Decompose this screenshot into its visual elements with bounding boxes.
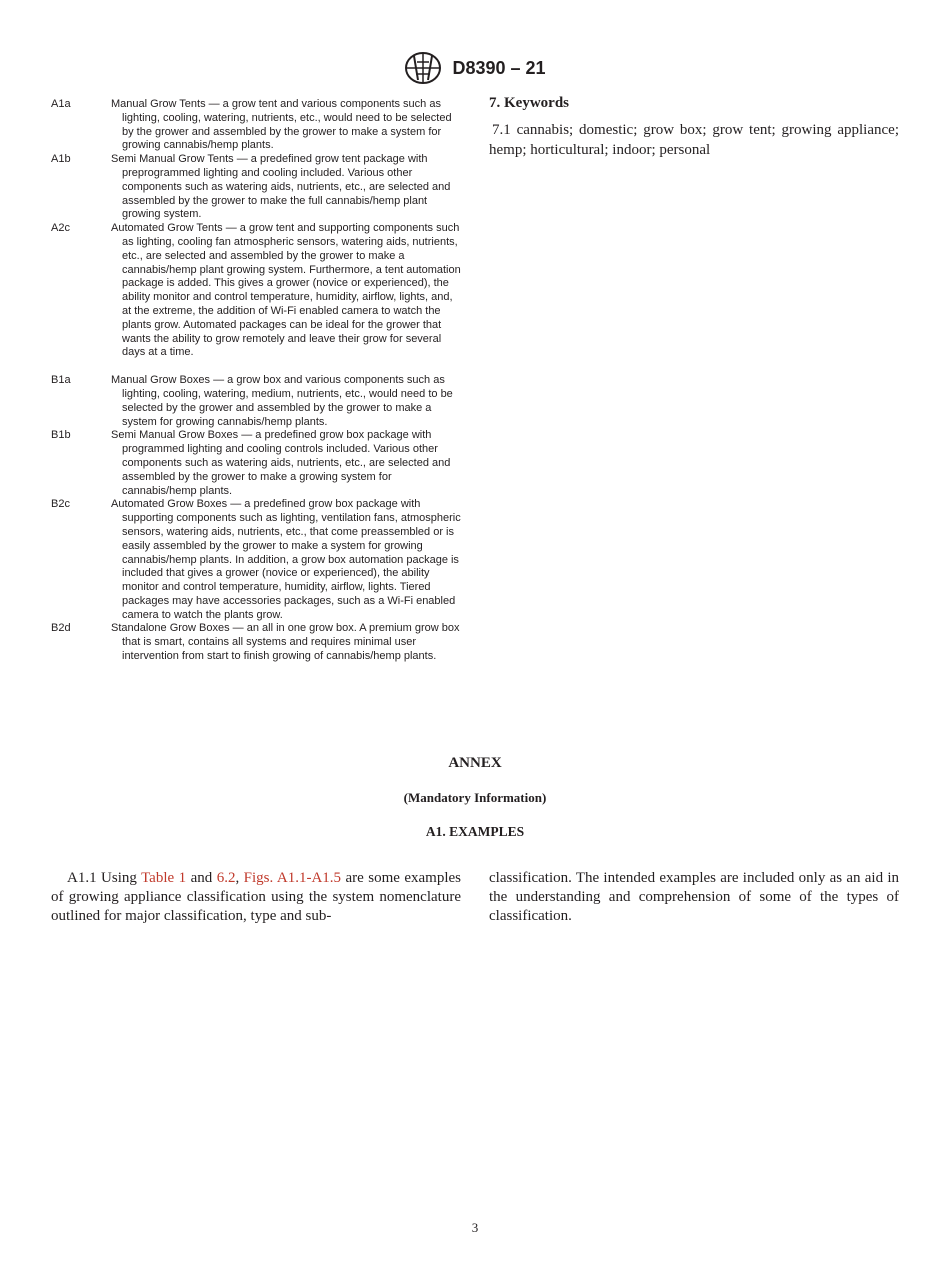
astm-logo-icon [404, 50, 442, 86]
annex-section-heading: A1. EXAMPLES [425, 824, 525, 839]
list-item [51, 98, 463, 153]
page-header [0, 50, 950, 86]
annex-title: ANNEX [448, 755, 502, 771]
list-item-code: A2c [51, 222, 70, 235]
list-item-text: Manual Grow Tents — a grow tent and various components such as lighting, cooling, watering, nutrients, etc., would need to be selected by the grower and assembled by the grower to make a system for growing cannabis/hemp plants. [111, 98, 452, 152]
list-item-code: B1a [51, 374, 71, 387]
keywords-section [489, 94, 899, 160]
list-item-code: A1a [51, 98, 71, 110]
figures-link[interactable]: Figs. A1.1-A1.5 [243, 870, 342, 886]
list-item [51, 153, 463, 222]
page-number: 3 [471, 1220, 479, 1235]
list-item [51, 429, 463, 498]
annex-paragraph-right: classification. The intended examples are included only as an aid in the understanding and comprehension of some of the types of classification. [489, 870, 899, 924]
list-item-code: B1b [51, 429, 71, 442]
paragraph-text: A1.1 Using [67, 870, 142, 886]
list-item-text: Automated Grow Boxes — a predefined grow box package with supporting components such as lighting, ventilation fans, atmospheric sensors, watering aids, nutrients, etc., that come preassembled or is easily assembled by the grower to make a system for growing cannabis/hemp plants. In addition, a grow box automation package is included that gives a grower (novice or experienced), the ability monitor and control temperature, humidity, airflow, lights. Tiered packages may have accessories packages, such as a Wi-Fi enabled camera to watch the plants grow. [111, 498, 461, 621]
keywords-heading: 7. Keywords [489, 95, 569, 111]
list-item [51, 222, 463, 360]
keywords-text: 7.1 cannabis; domestic; grow box; grow tent; growing appliance; hemp; horticultural; indoor; personal [489, 122, 899, 158]
list-item [51, 622, 463, 663]
list-item-text: Semi Manual Grow Tents — a predefined grow tent package with preprogrammed lighting and cooling included. Various other components such as watering aids, nutrients, etc., are selected and assembled by the grower to make the full cannabis/hemp plant growing system. [111, 153, 451, 221]
paragraph-text: , [235, 870, 244, 886]
annex-header [0, 754, 950, 840]
section-6-2-link[interactable]: 6.2 [216, 870, 236, 886]
list-item-code: A1b [51, 153, 71, 166]
list-item [51, 374, 463, 429]
list-item-text: Automated Grow Tents — a grow tent and supporting components such as lighting, cooling fan atmospheric sensors, watering aids, nutrients, etc., are selected and assembled by the grower to make a cannabis/hemp plant growing system. Furthermore, a tent automation package is added. This gives a grower (novice or experienced), the ability monitor and control temperature, humidity, airflow, lights, and, at the extreme, the addition of Wi-Fi enabled camera to watch the plants grow. Automated packages can be ideal for the grower that wants the ability to grow remotely and leave their grow for several days at a time. [111, 222, 461, 359]
list-item-code: B2c [51, 498, 70, 511]
classification-list [51, 98, 463, 664]
table-1-link[interactable]: Table 1 [141, 870, 187, 886]
list-item-code: B2d [51, 622, 71, 635]
document-number: D8390 – 21 [452, 57, 546, 78]
list-item [51, 498, 463, 622]
paragraph-text: and [186, 870, 217, 886]
list-item-text: Semi Manual Grow Boxes — a predefined grow box package with programmed lighting and cooling controls included. Various other components such as watering aids, nutrients, etc., are selected and assembled by the grower to make a growing system for cannabis/hemp plants. [111, 429, 451, 497]
list-item-text: Standalone Grow Boxes — an all in one grow box. A premium grow box that is smart, contains all systems and requires minimal user intervention from start to finish growing of cannabis/hemp plants. [111, 622, 460, 663]
annex-subtitle: (Mandatory Information) [403, 790, 547, 805]
annex-paragraph-left [51, 869, 461, 926]
list-item-text: Manual Grow Boxes — a grow box and various components such as lighting, cooling, watering, medium, nutrients, etc., would need to be selected by the grower and assembled by the grower to make a system for growing cannabis/hemp plants. [111, 374, 453, 428]
paragraph-text: are some examples of growing appliance classification using the system nomenclature outlined for major classification, type and sub- [51, 870, 461, 924]
